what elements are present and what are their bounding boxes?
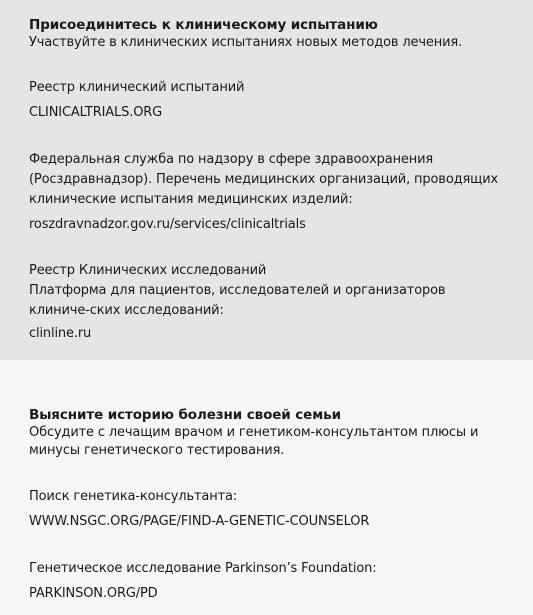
- nsgc-link[interactable]: WWW.NSGC.ORG/PAGE/FIND-A-GENETIC-COUNSELOR: [29, 514, 370, 529]
- clinicaltrials-link[interactable]: CLINICALTRIALS.ORG: [29, 105, 163, 120]
- parkinson-entry: [29, 559, 509, 603]
- parkinson-entry-title: Генетическое исследование Parkinson’s Foundation:: [29, 561, 377, 576]
- roszdravnadzor-link[interactable]: roszdravnadzor.gov.ru/services/clinicaltrials: [29, 217, 306, 232]
- clinline-entry-title: Реестр Клинических исследований: [29, 263, 267, 278]
- registry-entry-title: Реестр клинический испытаний: [29, 80, 245, 95]
- genetic-counselor-entry: [29, 487, 509, 531]
- family-history-panel: [0, 360, 533, 615]
- clinline-entry: [29, 261, 509, 343]
- clinical-trials-heading: Присоединитесь к клиническому испытанию: [29, 17, 378, 33]
- roszdravnadzor-entry: [29, 150, 509, 234]
- registry-entry: [29, 78, 509, 122]
- clinline-entry-description: Платформа для пациентов, исследователей и организаторов клиниче-ских исследований:: [29, 283, 446, 318]
- family-history-subtext: Обсудите с лечащим врачом и генетиком-консультантом плюсы и минусы генетического тестирования.: [29, 425, 479, 458]
- clinline-link[interactable]: clinline.ru: [29, 326, 92, 341]
- roszdravnadzor-entry-title: Федеральная служба по надзору в сфере здравоохранения (Росздравнадзор). Перечень медицинских организаций, проводящих клинические испытания медицинских изделий:: [29, 152, 499, 207]
- clinical-trials-subtext: Участвуйте в клинических испытаниях новых методов лечения.: [29, 35, 463, 50]
- genetic-counselor-entry-title: Поиск генетика-консультанта:: [29, 489, 238, 504]
- parkinson-link[interactable]: PARKINSON.ORG/PD: [29, 586, 158, 601]
- family-history-heading: Выясните историю болезни своей семьи: [29, 407, 341, 423]
